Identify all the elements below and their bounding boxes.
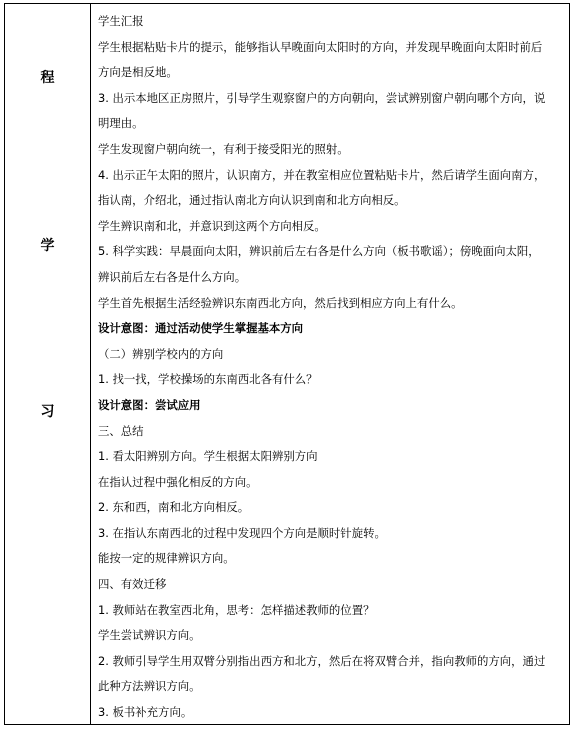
content-line: 方向是相反地。: [98, 65, 178, 80]
content-line: 3. 出示本地区正房照片，引导学生观察窗户的方向朝向，尝试辨别窗户朝向哪个方向，说: [98, 90, 546, 105]
content-line: 在指认过程中强化相反的方向。: [98, 474, 258, 489]
content-line: 三、总结: [98, 423, 144, 438]
side-label-xue: 学: [40, 238, 55, 254]
design-intent-line: 设计意图：尝试应用: [98, 397, 201, 412]
content-line: 2. 教师引导学生用双臂分别指出西方和北方，然后在将双臂合并，指向教师的方向，通过: [98, 653, 546, 668]
content-line: 2. 东和西，南和北方向相反。: [98, 500, 250, 515]
content-line: 此种方法辨识方向。: [98, 679, 201, 694]
content-line: 学生尝试辨识方向。: [98, 628, 201, 643]
content-line: 5. 科学实践：早晨面向太阳，辨识前后左右各是什么方向（板书歌谣）；傍晚面向太阳，: [98, 244, 540, 259]
content-line: 明理由。: [98, 116, 144, 131]
content-line: 四、有效迁移: [98, 577, 167, 592]
content-line: 学生发现窗户朝向统一，有利于接受阳光的照射。: [98, 141, 349, 156]
side-label-xi: 习: [40, 404, 55, 420]
content-line: 能按一定的规律辨识方向。: [98, 551, 235, 566]
content-line: 辨识前后左右各是什么方向。: [98, 269, 247, 284]
content-line: 3. 板书补充方向。: [98, 705, 193, 720]
content-line: 1. 找一找，学校操场的东南西北各有什么？: [98, 372, 318, 387]
content-line: 学生根据粘贴卡片的提示，能够指认早晚面向太阳时的方向，并发现早晚面向太阳时前后: [98, 39, 543, 54]
content-line: （二）辨别学校内的方向: [98, 346, 224, 361]
column-divider: [90, 4, 91, 724]
lesson-process-table: [4, 3, 570, 725]
side-label-column: [5, 4, 90, 724]
content-line: 学生首先根据生活经验辨识东南西北方向，然后找到相应方向上有什么。: [98, 295, 463, 310]
content-line: 3. 在指认东南西北的过程中发现四个方向是顺时针旋转。: [98, 525, 386, 540]
content-line: 指认南，介绍北，通过指认南北方向认识到南和北方向相反。: [98, 193, 406, 208]
content-line: 学生辨识南和北，并意识到这两个方向相反。: [98, 218, 326, 233]
content-line: 1. 教师站在教室西北角，思考：怎样描述教师的位置？: [98, 602, 375, 617]
lesson-content: [98, 10, 568, 727]
content-line: 学生汇报: [98, 14, 144, 28]
design-intent-line: 设计意图：通过活动使学生掌握基本方向: [98, 321, 304, 336]
content-line: 4. 出示正午太阳的照片，认识南方，并在教室相应位置粘贴卡片，然后请学生面向南方，: [98, 167, 546, 182]
content-line: 1. 看太阳辨别方向。学生根据太阳辨别方向: [98, 449, 318, 464]
side-label-cheng: 程: [40, 70, 55, 86]
